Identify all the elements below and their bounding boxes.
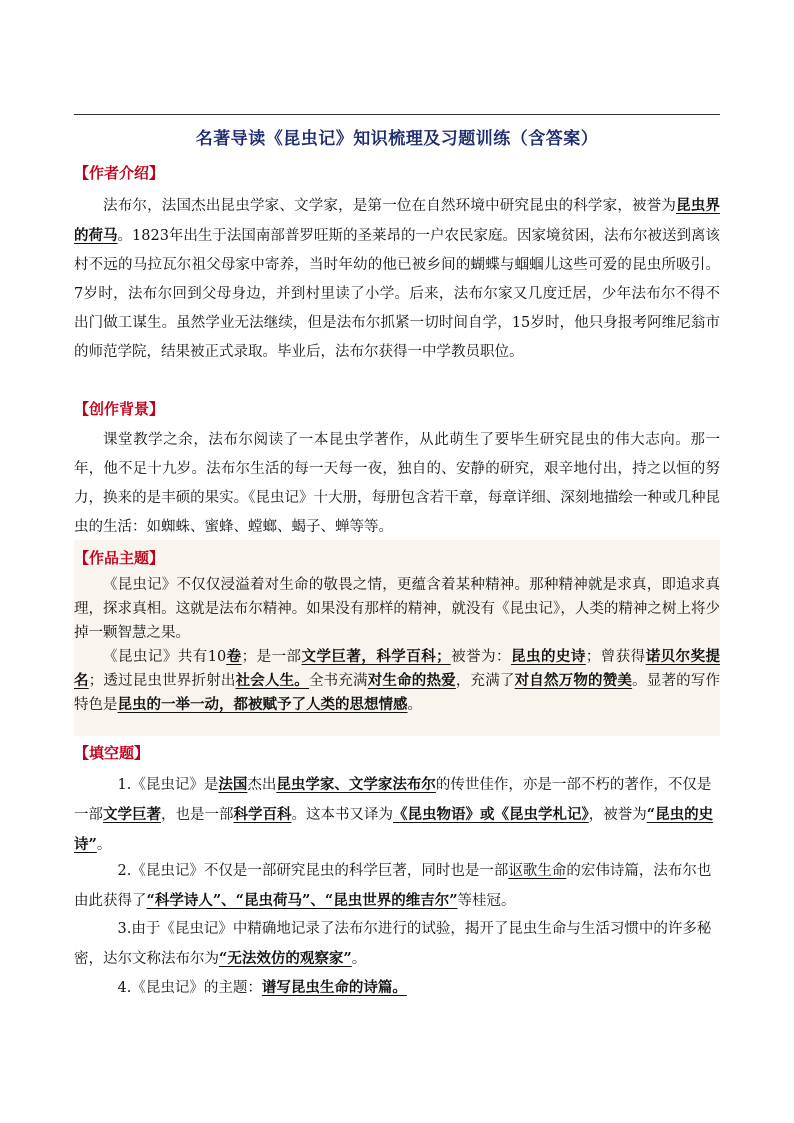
theme-heading: 【作品主题】	[74, 549, 165, 567]
question-1: 1.《昆虫记》是法国杰出昆虫学家、文学家法布尔的传世佳作，亦是一部不朽的著作，不仅是一部文学巨著，也是一部科学百科。这本书又译为《昆虫物语》或《昆虫学札记》，被誉为“昆虫的史诗”。	[74, 776, 714, 853]
fill-blank-heading: 【填空题】	[74, 744, 150, 762]
background-paragraph: 课堂教学之余，法布尔阅读了一本昆虫学著作，从此萌生了要毕生研究昆虫的伟大志向。那一年，他不足十九岁。法布尔生活的每一天每一夜，独自的、安静的研究，艰辛地付出，持之以恒的努力，换来的是丰硕的果实。《昆虫记》十大册，每册包含若干章，每章详细、深刻地描绘一种或几种昆虫的生活：如蜘蛛、蜜蜂、螳螂、蝎子、蝉等等。	[74, 432, 720, 535]
author-heading: 【作者介绍】	[74, 164, 165, 182]
question-2: 2.《昆虫记》不仅是一部研究昆虫的科学巨著，同时也是一部讴歌生命的宏伟诗篇，法布尔也由此获得了“科学诗人”、“昆虫荷马”、“昆虫世界的维吉尔”等桂冠。	[74, 863, 712, 909]
background-heading: 【创作背景】	[74, 400, 165, 418]
document-title: 名著导读《昆虫记》知识梳理及习题训练（含答案）	[195, 129, 599, 149]
question-4: 4.《昆虫记》的主题：谱写昆虫生命的诗篇。	[117, 979, 407, 996]
top-rule	[74, 114, 720, 115]
question-3: 3.由于《昆虫记》中精确地记录了法布尔进行的试验，揭开了昆虫生命与生活习惯中的许多秘密，达尔文称法布尔为“无法效仿的观察家”。	[74, 921, 712, 967]
author-epithet: 昆虫界的荷马	[74, 197, 720, 244]
theme-paragraph-2: 《昆虫记》共有10卷；是一部文学巨著，科学百科；被誉为：昆虫的史诗；曾获得诺贝尔奖提名；透过昆虫世界折射出社会人生。全书充满对生命的热爱，充满了对自然万物的赞美。显著的写作特色是昆虫的一举一动，都被赋予了人类的思想情感。	[74, 648, 721, 713]
author-paragraph: 法布尔，法国杰出昆虫学家、文学家，是第一位在自然环境中研究昆虫的科学家，被誉为昆虫界的荷马。1823年出生于法国南部普罗旺斯的圣莱昂的一户农民家庭。因家境贫困，法布尔被送到离该村不远的马拉瓦尔祖父母家中寄养，当时年幼的他已被乡间的蝴蝶与蝈蝈儿这些可爱的昆虫所吸引。7岁时，法布尔回到父母身边，并到村里读了小学。后来，法布尔家又几度迁居，少年法布尔不得不出门做工谋生。虽然学业无法继续，但是法布尔抓紧一切时间自学，15岁时，他只身报考阿维尼翁市的师范学院，结果被正式录取。毕业后，法布尔获得一中学教员职位。	[74, 197, 721, 360]
theme-paragraph-1: 《昆虫记》不仅仅浸溢着对生命的敬畏之情，更蕴含着某种精神。那种精神就是求真，即追求真理，探求真相。这就是法布尔精神。如果没有那样的精神，就没有《昆虫记》，人类的精神之树上将少掉一颗智慧之果。	[74, 577, 720, 641]
